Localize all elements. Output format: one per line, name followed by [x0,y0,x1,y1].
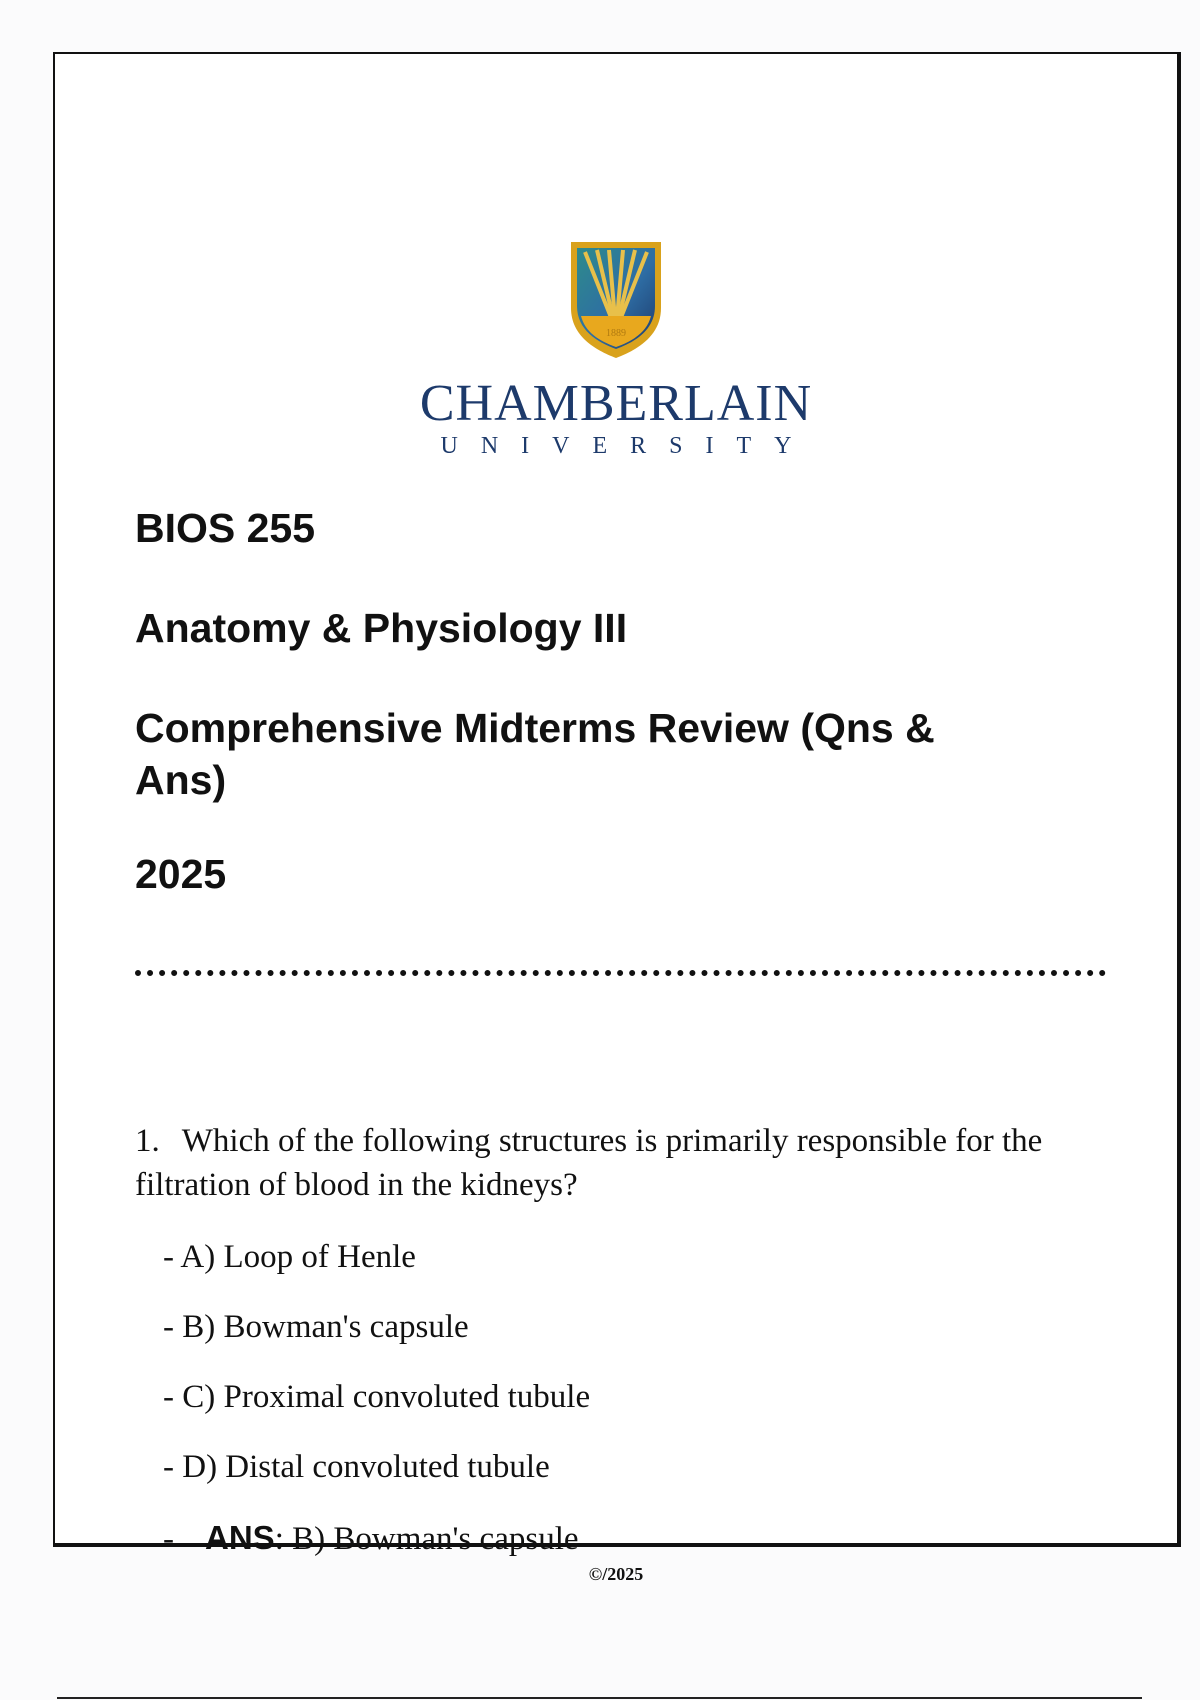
copyright-notice: ©/2025 [588,1564,644,1584]
option-b: - B) Bowman's capsule [163,1309,469,1345]
university-subtitle: UNIVERSITY [440,433,815,459]
shield-crest-icon [567,238,665,360]
option-a: - A) Loop of Henle [163,1239,416,1275]
document-year: 2025 [135,851,227,898]
next-page-edge [57,1697,1142,1699]
dotted-divider [135,970,1106,976]
review-title: Comprehensive Midterms Review (Qns & Ans) [135,705,935,804]
answer-options [163,1237,590,1517]
question-number: 1. [135,1123,160,1159]
option-c: - C) Proximal convoluted tubule [163,1379,591,1415]
answer-text: : B) Bowman's capsule [274,1521,579,1557]
option-d: - D) Distal convoluted tubule [163,1449,550,1485]
answer-line [163,1518,579,1559]
course-name: Anatomy & Physiology III [135,605,628,652]
question-1 [135,1120,1105,1208]
title-block [135,502,1095,900]
university-logo [55,238,1177,461]
university-name: CHAMBERLAIN [419,375,813,432]
answer-label: ANS [205,1519,275,1556]
answer-dash: - [163,1521,174,1557]
document-page [53,52,1181,1584]
question-text: Which of the following structures is primarily responsible for the filtration of blood in the kidneys? [135,1123,1043,1203]
course-code: BIOS 255 [135,505,316,551]
crest-year: 1889 [606,328,626,339]
